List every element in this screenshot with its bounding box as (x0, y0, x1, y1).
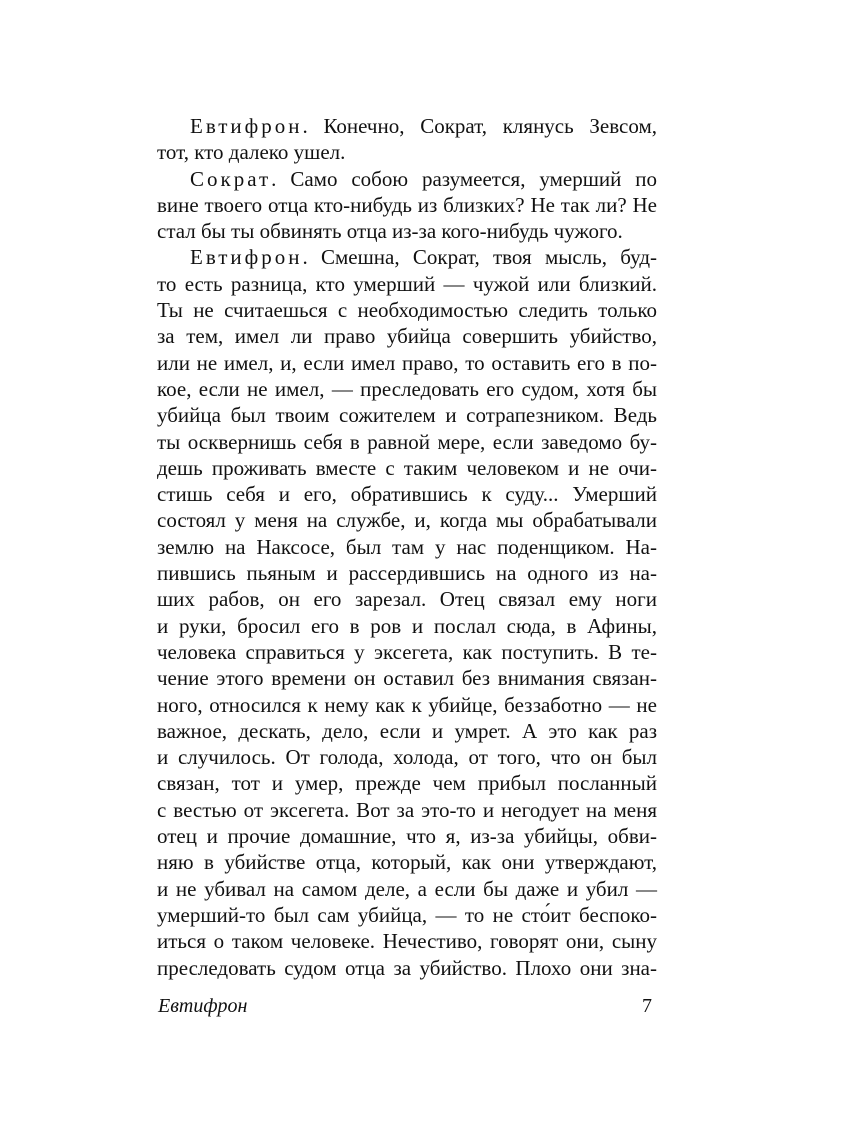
page-number: 7 (642, 995, 652, 1017)
line-text: . Смешна, Сократ, твоя мысль, буд- (302, 245, 657, 270)
speaker-name: Евтифрон (190, 114, 303, 138)
text-line: ших рабов, он его зарезал. Отец связал ему ноги (157, 587, 657, 612)
line-text: . Само собою разумеется, умерший по (271, 166, 657, 191)
text-line: ного, относился к нему как к убийце, беззаботно — не (157, 692, 657, 717)
text-line: и случилось. От голода, холода, от того, что он был (157, 745, 657, 770)
text-line: или не имел, и, если имел право, то оставить его в по- (157, 350, 657, 375)
text-line: отец и прочие домашние, что я, из-за убийцы, обви- (157, 824, 657, 849)
text-line: землю на Наксосе, был там у нас поденщиком. На- (157, 534, 657, 559)
text-line: убийца был твоим сожителем и сотрапезником. Ведь (157, 403, 657, 428)
text-line: стал бы ты обвинять отца из-за кого-нибудь чужого. (157, 219, 623, 244)
text-line: иться о таком человеке. Нечестиво, говорят они, сыну (157, 929, 657, 954)
dialogue-paragraph (157, 166, 657, 245)
text-line: состоял у меня на службе, и, когда мы обрабатывали (157, 508, 657, 533)
text-line (157, 113, 657, 139)
text-line: с вестью от эксегета. Вот за это-то и негодует на меня (157, 797, 657, 822)
text-line (157, 166, 657, 192)
dialogue-paragraph (157, 244, 657, 1007)
text-line: няю в убийстве отца, который, как они утверждают, (157, 850, 657, 875)
text-line: Ты не считаешься с необходимостью следить только (157, 298, 657, 323)
dialogue-paragraph (157, 113, 657, 166)
text-line: вине твоего отца кто-нибудь из близких? Не так ли? Не (157, 192, 657, 217)
body-text (157, 113, 657, 1007)
text-line: кое, если не имел, — преследовать его судом, хотя бы (157, 376, 657, 401)
text-line: и руки, бросил его в ров и послал сюда, в Афины, (157, 613, 657, 638)
running-footer-title: Евтифрон (158, 995, 248, 1017)
text-line: за тем, имел ли право убийца совершить убийство, (157, 324, 657, 349)
text-line: важное, дескать, дело, если и умрет. А это как раз (157, 718, 657, 743)
speaker-name: Евтифрон (190, 245, 303, 270)
text-line: дешь проживать вместе с таким человеком и не очи- (157, 455, 657, 480)
text-line: тот, кто далеко ушел. (157, 140, 346, 165)
text-line: умерший-то был сам убийца, — то не сто́ит беспоко- (157, 902, 657, 927)
text-line (157, 244, 657, 270)
text-line: и не убивал на самом деле, а если бы даже и убил — (157, 876, 657, 901)
text-line: чение этого времени он оставил без внимания связан- (157, 666, 657, 691)
text-line: связан, тот и умер, прежде чем прибыл посланный (157, 771, 657, 796)
text-line: человека справиться у эксегета, как поступить. В те- (157, 639, 657, 664)
text-line: пившись пьяным и рассердившись на одного из на- (157, 561, 657, 586)
text-line: стишь себя и его, обратившись к суду... Умерший (157, 482, 657, 507)
speaker-name: Сократ (190, 166, 272, 191)
text-line: ты осквернишь себя в равной мере, если заведомо бу- (157, 429, 657, 454)
line-text: . Конечно, Сократ, клянусь Зевсом, (302, 114, 657, 138)
text-line: преследовать судом отца за убийство. Плохо они зна- (157, 955, 657, 980)
text-line: то есть разница, кто умерший — чужой или близкий. (157, 271, 657, 296)
